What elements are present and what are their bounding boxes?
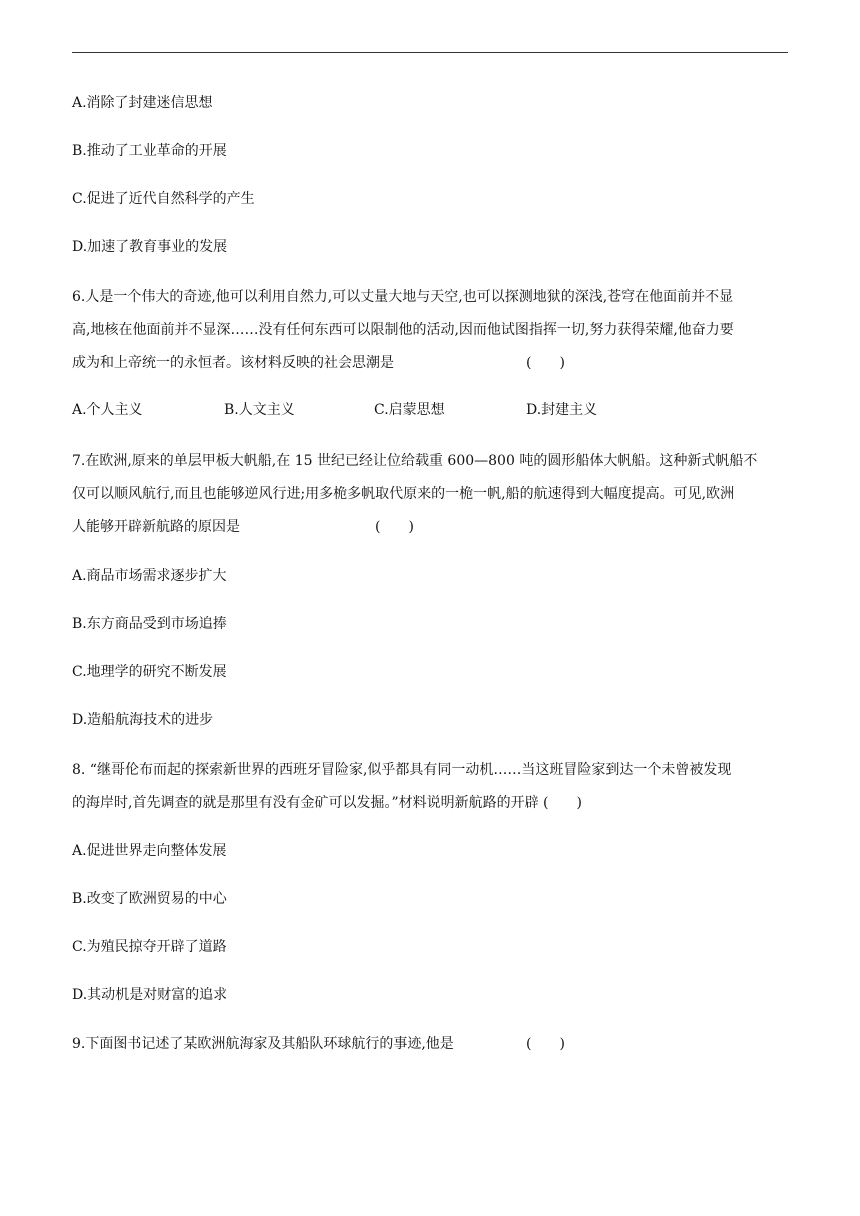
- q6-stem-line-2: 高,地核在他面前并不显深……没有任何东西可以限制他的活动,因而他试图指挥一切,努力获得荣耀,他奋力要: [72, 322, 734, 338]
- q6-stem-line-1: 6.人是一个伟大的奇迹,他可以利用自然力,可以丈量大地与天空,也可以探测地狱的深浅,苍穹在他面前并不显: [72, 289, 734, 305]
- q9-stem: 9.下面图书记述了某欧洲航海家及其船队环球航行的事迹,他是: [72, 1036, 454, 1052]
- q6-stem-line-3: 成为和上帝统一的永恒者。该材料反映的社会思潮是: [72, 355, 394, 371]
- q7-option-b: B.东方商品受到市场追捧: [72, 616, 227, 632]
- q8-option-b: B.改变了欧洲贸易的中心: [72, 891, 227, 907]
- q8-option-a: A.促进世界走向整体发展: [72, 843, 227, 859]
- q7-stem-line-2: 仅可以顺风航行,而且也能够逆风行进;用多桅多帆取代原来的一桅一帆,船的航速得到大幅度提高。可见,欧洲: [72, 486, 735, 502]
- q7-stem-line-1: 7.在欧洲,原来的单层甲板大帆船,在 15 世纪已经让位给载重 600—800 吨的圆形船体大帆船。这种新式帆船不: [72, 453, 758, 469]
- q6-option-c: C.启蒙思想: [374, 402, 445, 418]
- q6-answer-blank: ( ): [526, 355, 565, 371]
- q5-option-a: A.消除了封建迷信思想: [72, 95, 213, 111]
- q6-option-a: A.个人主义: [72, 402, 143, 418]
- q7-option-c: C.地理学的研究不断发展: [72, 664, 227, 680]
- q7-option-d: D.造船航海技术的进步: [72, 712, 214, 728]
- q8-stem-line-1: 8. “继哥伦布而起的探索新世界的西班牙冒险家,似乎都具有同一动机……当这班冒险家到达一个未曾被发现: [72, 762, 732, 778]
- q8-stem-line-2: 的海岸时,首先调查的就是那里有没有金矿可以发掘。”材料说明新航路的开辟 ( ): [72, 795, 582, 811]
- q5-option-d: D.加速了教育事业的发展: [72, 239, 228, 255]
- q5-option-b: B.推动了工业革命的开展: [72, 143, 227, 159]
- q6-option-d: D.封建主义: [526, 402, 598, 418]
- q8-option-d: D.其动机是对财富的追求: [72, 987, 228, 1003]
- q6-options: [72, 400, 632, 420]
- q7-answer-blank: ( ): [375, 519, 414, 535]
- q8-option-c: C.为殖民掠夺开辟了道路: [72, 939, 227, 955]
- q5-option-c: C.促进了近代自然科学的产生: [72, 191, 255, 207]
- q7-option-a: A.商品市场需求逐步扩大: [72, 568, 227, 584]
- q6-option-b: B.人文主义: [224, 402, 295, 418]
- q9-answer-blank: ( ): [526, 1036, 565, 1052]
- header-rule: [72, 52, 788, 53]
- q7-stem-line-3: 人能够开辟新航路的原因是: [72, 519, 240, 535]
